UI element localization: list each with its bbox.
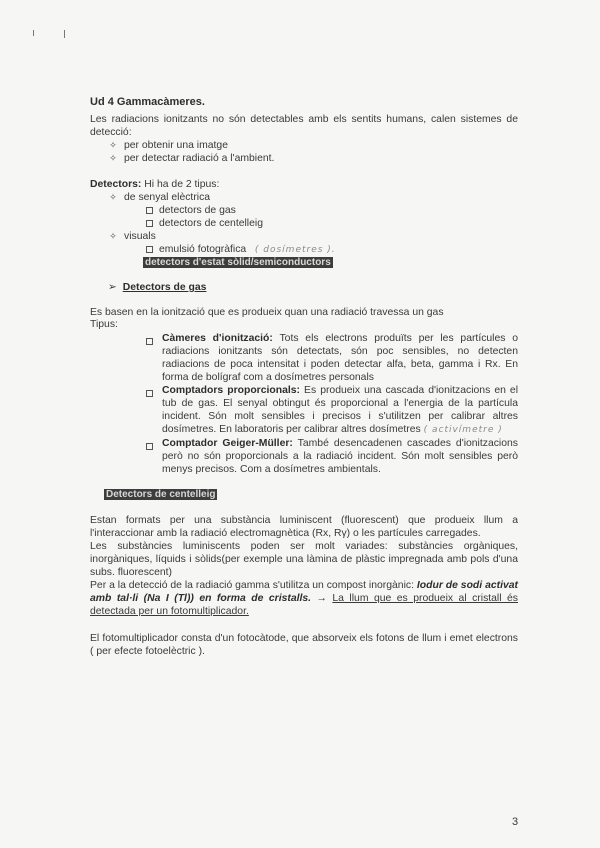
- scint-paragraph: Les substàncies luminiscents poden ser molt variades: substàncies orgàniques, inorgàniques, líquids i sòlids(per exemple una làmina de plàstic impregnada amb pols d'una subs. fluorescent): [90, 541, 518, 578]
- square-bullet-icon: [146, 390, 153, 397]
- gas-types-label: Tipus:: [90, 319, 118, 330]
- highlighted-text: detectors d'estat sòlid/semiconductors: [145, 257, 331, 268]
- scint-paragraph: El fotomultiplicador consta d'un fotocàtode, que absorveix els fotons de llum i emet electrons ( per efecte fotoelèctric ).: [90, 633, 518, 657]
- scan-mark: [33, 30, 34, 36]
- page-number: 3: [512, 816, 519, 828]
- gas-item: Comptador Geiger-Müller: També desencadenen cascades d'ionitzacions però no són proporcionals a la radiació incident. Són molt sensibles però menys precisos. Com a dosímetres ambientals.: [146, 437, 518, 476]
- diamond-bullet-icon: ✧: [109, 153, 117, 163]
- detector-type-visual: ✧ visuals: [109, 231, 156, 242]
- scint-paragraph: Per a la detecció de la radiació gamma s'utilitza un compost inorgànic: Iodur de sodi activat amb tal·li (Na I (Tl)) en forma de cristalls. → La llum que es produeix al cristall és detectada per un fotomultiplicador.: [90, 580, 519, 617]
- diamond-bullet-icon: ✧: [109, 231, 117, 241]
- scint-paragraph: Estan formats per una substància luminiscent (fluorescent) que produeix llum a l'interaccionar amb la radiació electromagnètica (Rx, Rγ) o les partícules carregades.: [90, 515, 518, 539]
- gas-intro: Es basen en la ionització que es produeix quan una radiació travessa un gas: [90, 307, 444, 318]
- intro-item: ✧ per obtenir una imatge: [109, 140, 228, 151]
- detector-subitem: emulsió fotogràfica ( dosímetres ).: [146, 243, 336, 257]
- unit-title: Ud 4 Gammacàmeres.: [90, 96, 205, 108]
- gas-item: Càmeres d'ionització: Tots els electrons produïts per les partícules o radiacions ionitzants són detectats, són poc sensibles, no detecten radiacions de poca intensitat i poden detectar alfa, beta, gamma i Rx. En forma de bolígraf com a dosímetres personals: [146, 332, 518, 384]
- scint-heading: Detectors de centelleig: [106, 489, 216, 500]
- detector-subitem: detectors de centelleig: [146, 217, 263, 230]
- scan-mark: [64, 30, 65, 38]
- arrow-bullet-icon: ➢: [108, 282, 117, 293]
- square-bullet-icon: [146, 220, 153, 227]
- gas-item: Comptadors proporcionals: Es produeix una cascada d'ionitzacions en el tub de gas. El senyal obtingut és proporcional a l'energia de la partícula incident. Són molt sensibles i precisos i s'utilitzen per calibrar altres dosímetres. En laboratoris per calibrar altres dosímetres ( activímetre ): [146, 384, 518, 437]
- detector-subitem: detectors de gas: [146, 204, 236, 217]
- intro-item: ✧ per detectar radiació a l'ambient.: [109, 153, 275, 164]
- detector-type-electric: ✧ de senyal elèctrica: [109, 192, 211, 203]
- square-bullet-icon: [146, 246, 153, 253]
- detectors-lead: Detectors: Hi ha de 2 tipus:: [90, 179, 220, 190]
- diamond-bullet-icon: ✧: [109, 140, 117, 150]
- square-bullet-icon: [146, 207, 153, 214]
- square-bullet-icon: [146, 338, 153, 345]
- intro-text: Les radiacions ionitzants no són detectables amb els sentits humans, calen sistemes de detecció:: [90, 114, 518, 138]
- gas-heading: ➢ Detectors de gas: [108, 282, 207, 293]
- square-bullet-icon: [146, 443, 153, 450]
- diamond-bullet-icon: ✧: [109, 192, 117, 202]
